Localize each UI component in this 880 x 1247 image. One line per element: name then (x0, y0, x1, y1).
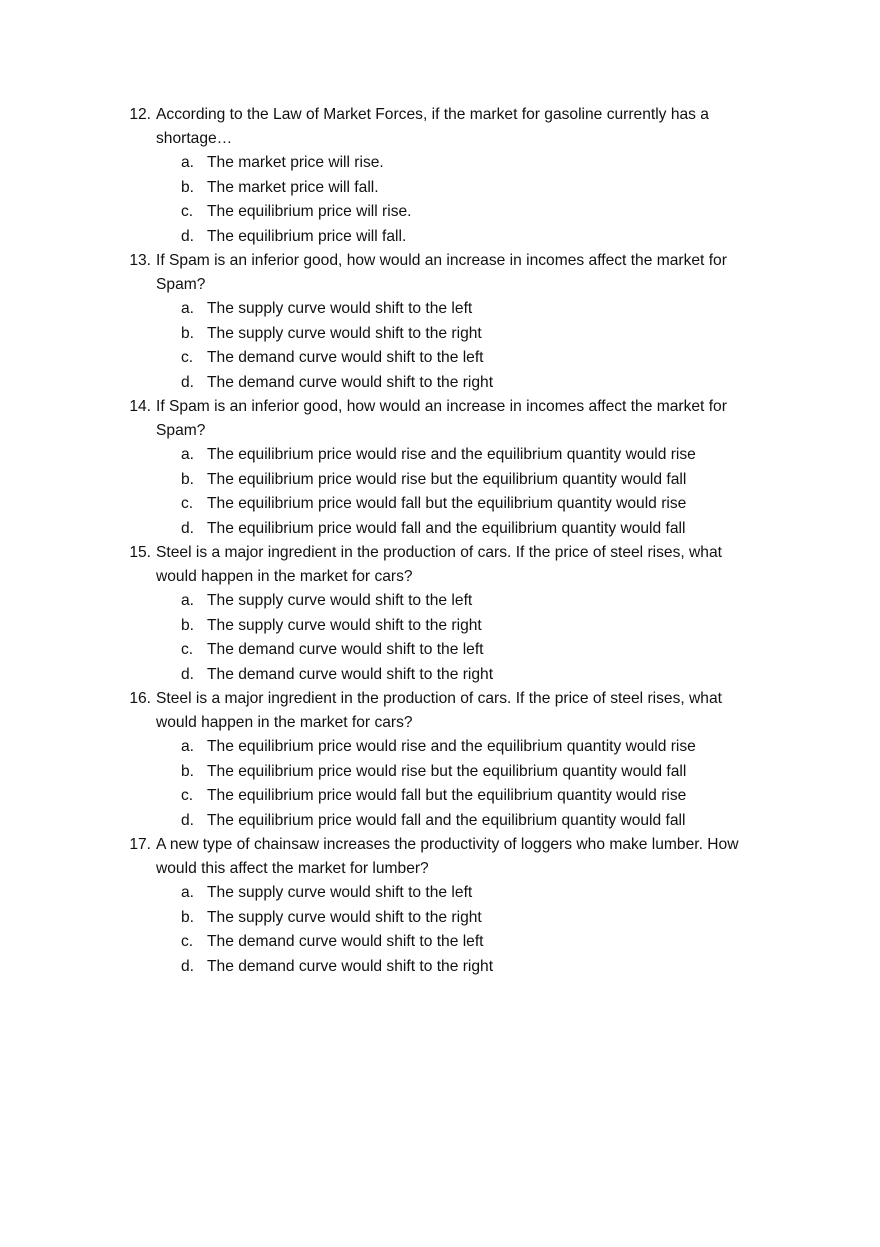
option-letter: a. (181, 446, 195, 463)
answer-option (156, 881, 760, 906)
answer-options (156, 881, 760, 979)
question-item (120, 249, 760, 395)
option-letter: c. (181, 495, 194, 512)
option-letter: b. (181, 908, 195, 926)
answer-options (156, 589, 760, 687)
answer-option (156, 955, 760, 980)
option-letter: c. (181, 933, 194, 950)
option-text: The market price will rise. (207, 154, 384, 171)
option-letter: a. (181, 592, 195, 609)
answer-option (156, 760, 760, 785)
option-text: The equilibrium price would fall and the equilibrium quantity would fall (207, 519, 686, 537)
option-text: The equilibrium price would fall but the equilibrium quantity would rise (207, 495, 687, 512)
answer-option (156, 371, 760, 396)
option-text: The supply curve would shift to the left (207, 884, 473, 901)
option-text: The demand curve would shift to the left (207, 641, 484, 658)
answer-options (156, 151, 760, 249)
option-letter: a. (181, 300, 195, 317)
question-number: 15. (129, 544, 151, 561)
option-text: The supply curve would shift to the left (207, 592, 473, 609)
answer-option (156, 225, 760, 250)
option-text: The demand curve would shift to the right (207, 957, 494, 975)
answer-option (156, 151, 760, 176)
option-letter: c. (181, 787, 194, 804)
question-text: If Spam is an inferior good, how would an increase in incomes affect the market for Spam? (156, 252, 727, 293)
question-text: A new type of chainsaw increases the productivity of loggers who make lumber. How would this affect the market for lumber? (156, 836, 739, 877)
option-letter: c. (181, 349, 194, 366)
question-number: 14. (129, 398, 151, 415)
question-text: According to the Law of Market Forces, if the market for gasoline currently has a shortage… (156, 106, 709, 147)
option-letter: a. (181, 884, 195, 901)
answer-option (156, 176, 760, 201)
answer-option (156, 930, 760, 955)
answer-option (156, 443, 760, 468)
answer-option (156, 614, 760, 639)
option-text: The equilibrium price would rise and the equilibrium quantity would rise (207, 446, 696, 463)
question-item (120, 541, 760, 687)
option-letter: a. (181, 738, 195, 755)
option-letter: b. (181, 324, 195, 342)
option-letter: b. (181, 616, 195, 634)
option-text: The equilibrium price would rise but the equilibrium quantity would fall (207, 762, 687, 780)
question-item (120, 395, 760, 541)
answer-option (156, 200, 760, 225)
answer-option (156, 322, 760, 347)
option-letter: d. (181, 519, 195, 537)
answer-option (156, 663, 760, 688)
option-letter: d. (181, 227, 195, 245)
answer-option (156, 346, 760, 371)
option-text: The demand curve would shift to the left (207, 349, 484, 366)
question-number: 17. (129, 836, 151, 853)
answer-option (156, 492, 760, 517)
answer-option (156, 517, 760, 542)
answer-option (156, 589, 760, 614)
question-number: 16. (129, 690, 151, 707)
option-text: The demand curve would shift to the left (207, 933, 484, 950)
option-text: The equilibrium price would fall and the equilibrium quantity would fall (207, 811, 686, 829)
option-text: The market price will fall. (207, 178, 379, 196)
answer-option (156, 809, 760, 834)
option-letter: d. (181, 373, 195, 391)
question-text: Steel is a major ingredient in the production of cars. If the price of steel rises, what would happen in the market for cars? (156, 544, 722, 585)
option-letter: b. (181, 762, 195, 780)
option-text: The equilibrium price would rise and the equilibrium quantity would rise (207, 738, 696, 755)
option-text: The demand curve would shift to the right (207, 665, 494, 683)
option-text: The supply curve would shift to the right (207, 324, 482, 342)
question-item (120, 687, 760, 833)
answer-options (156, 735, 760, 833)
option-text: The supply curve would shift to the right (207, 908, 482, 926)
answer-options (156, 297, 760, 395)
option-text: The supply curve would shift to the right (207, 616, 482, 634)
answer-option (156, 468, 760, 493)
option-letter: d. (181, 811, 195, 829)
option-text: The equilibrium price would fall but the equilibrium quantity would rise (207, 787, 687, 804)
answer-option (156, 735, 760, 760)
option-text: The equilibrium price would rise but the equilibrium quantity would fall (207, 470, 687, 488)
option-letter: d. (181, 665, 195, 683)
answer-options (156, 443, 760, 541)
option-letter: b. (181, 470, 195, 488)
option-letter: c. (181, 203, 194, 220)
answer-option (156, 784, 760, 809)
question-item (120, 103, 760, 249)
question-number: 12. (129, 106, 151, 123)
option-text: The demand curve would shift to the right (207, 373, 494, 391)
question-list (120, 103, 760, 979)
option-letter: a. (181, 154, 195, 171)
question-item (120, 833, 760, 979)
option-text: The equilibrium price will rise. (207, 203, 412, 220)
question-text: If Spam is an inferior good, how would an increase in incomes affect the market for Spam? (156, 398, 727, 439)
question-number: 13. (129, 252, 151, 269)
answer-option (156, 906, 760, 931)
question-text: Steel is a major ingredient in the production of cars. If the price of steel rises, what would happen in the market for cars? (156, 690, 722, 731)
option-letter: c. (181, 641, 194, 658)
answer-option (156, 297, 760, 322)
option-text: The supply curve would shift to the left (207, 300, 473, 317)
option-letter: b. (181, 178, 195, 196)
option-letter: d. (181, 957, 195, 975)
answer-option (156, 638, 760, 663)
option-text: The equilibrium price will fall. (207, 227, 407, 245)
